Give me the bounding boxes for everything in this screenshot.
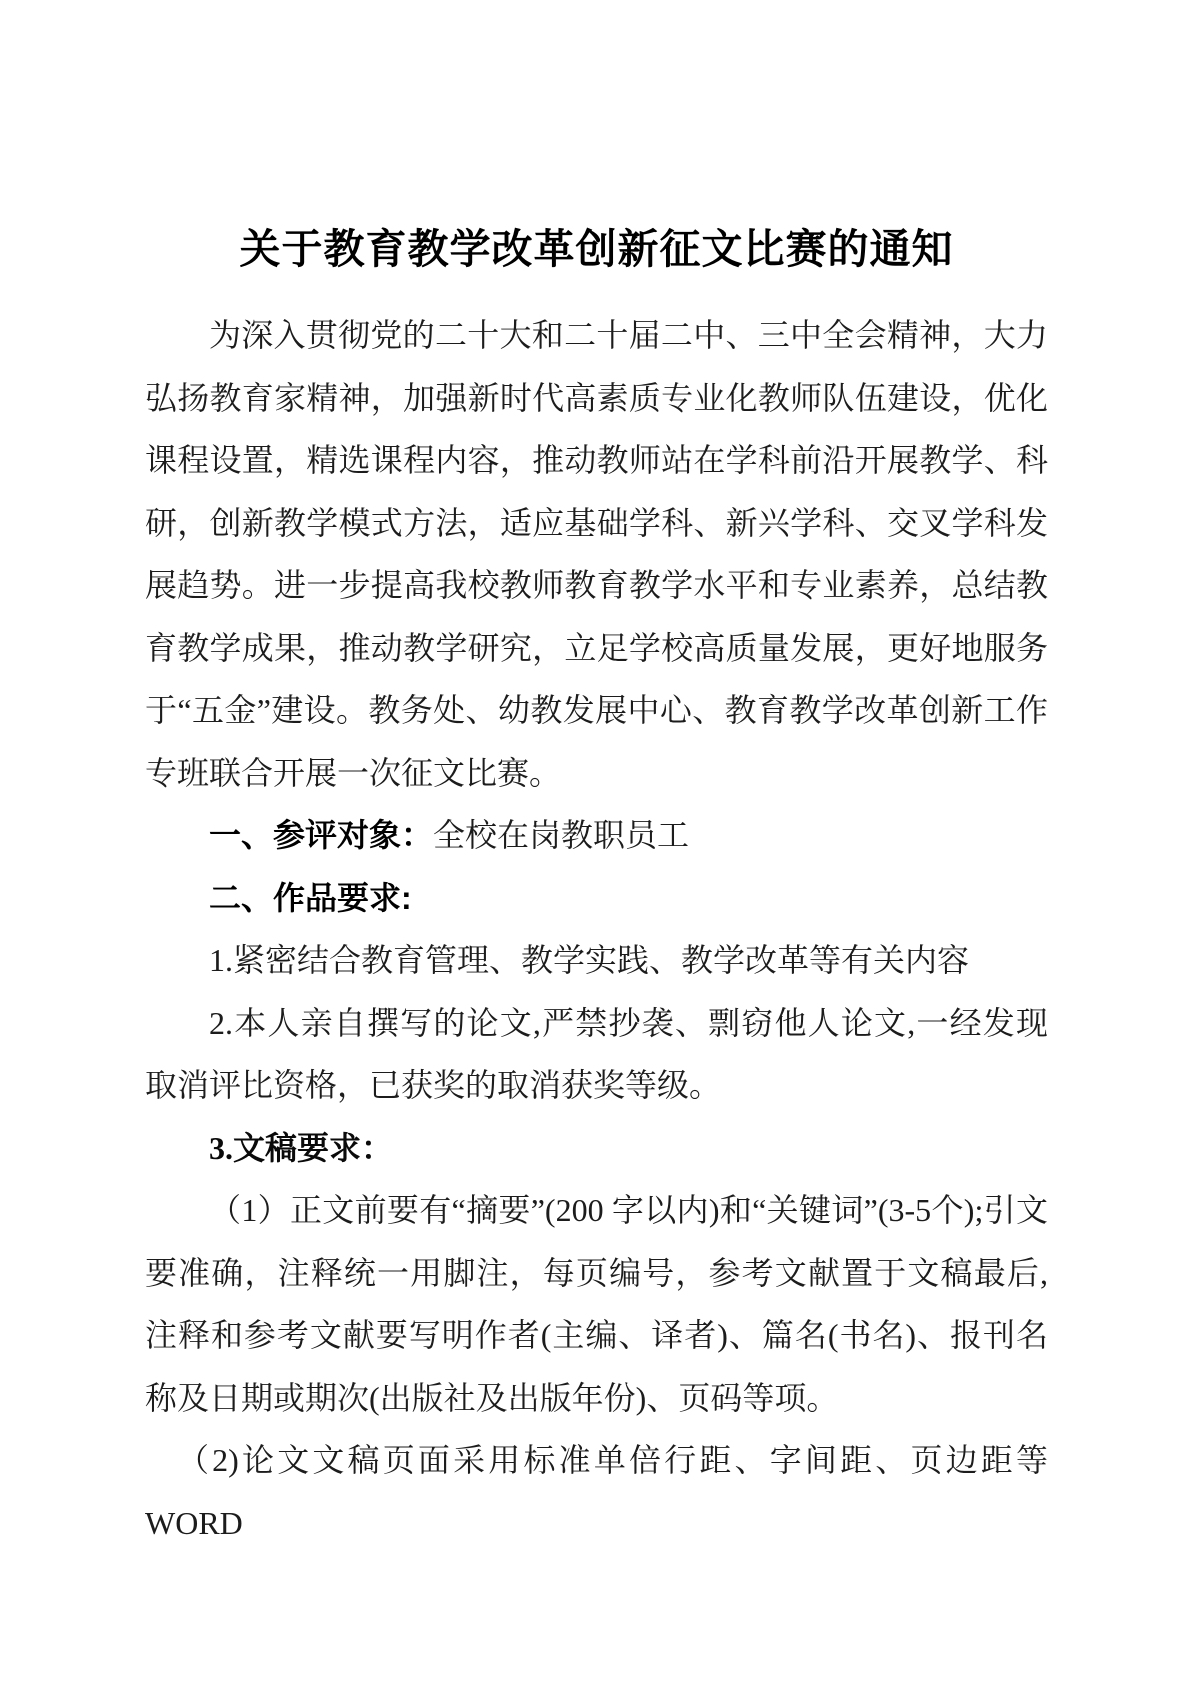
- section-participants: [145, 804, 1048, 867]
- section-requirements: [145, 867, 1048, 930]
- document-body: [145, 304, 1048, 1554]
- manuscript-item-2: （2)论文文稿页面采用标准单倍行距、字间距、页边距等 WORD: [145, 1442, 1048, 1541]
- requirement-item-1: 1.紧密结合教育管理、教学实践、教学改革等有关内容: [209, 942, 970, 978]
- intro-paragraph: 为深入贯彻党的二十大和二十届二中、三中全会精神，大力弘扬教育家精神，加强新时代高素质专业化教师队伍建设，优化课程设置，精选课程内容，推动教师站在学科前沿开展教学、科研，创新教学模式方法，适应基础学科、新兴学科、交叉学科发展趋势。进一步提高我校教师教育教学水平和专业素养，总结教育教学成果，推动教学研究，立足学校高质量发展，更好地服务于“五金”建设。教务处、幼教发展中心、教育教学改革创新工作专班联合开展一次征文比赛。: [145, 317, 1048, 791]
- participants-value: 全校在岗教职员工: [433, 817, 690, 853]
- requirement-item-2: 2.本人亲自撰写的论文,严禁抄袭、剽窃他人论文,一经发现取消评比资格，已获奖的取消获奖等级。: [145, 1004, 1048, 1103]
- document-content: [145, 0, 1048, 1554]
- participants-heading-label: 一、参评对象：: [209, 817, 434, 853]
- requirements-heading-label: 二、作品要求:: [209, 879, 412, 916]
- manuscript-item-1: （1）正文前要有“摘要”(200 字以内)和“关键词”(3-5个);引文要准确，注释统一用脚注，每页编号，参考文献置于文稿最后,注释和参考文献要写明作者(主编、译者)、篇名(书名)、报刊名称及日期或期次(出版社及出版年份)、页码等项。: [145, 1192, 1048, 1416]
- page-title: 关于教育教学改革创新征文比赛的通知: [239, 226, 954, 272]
- manuscript-heading-label: 3.文稿要求：: [209, 1129, 394, 1166]
- section-manuscript: [145, 1117, 1048, 1180]
